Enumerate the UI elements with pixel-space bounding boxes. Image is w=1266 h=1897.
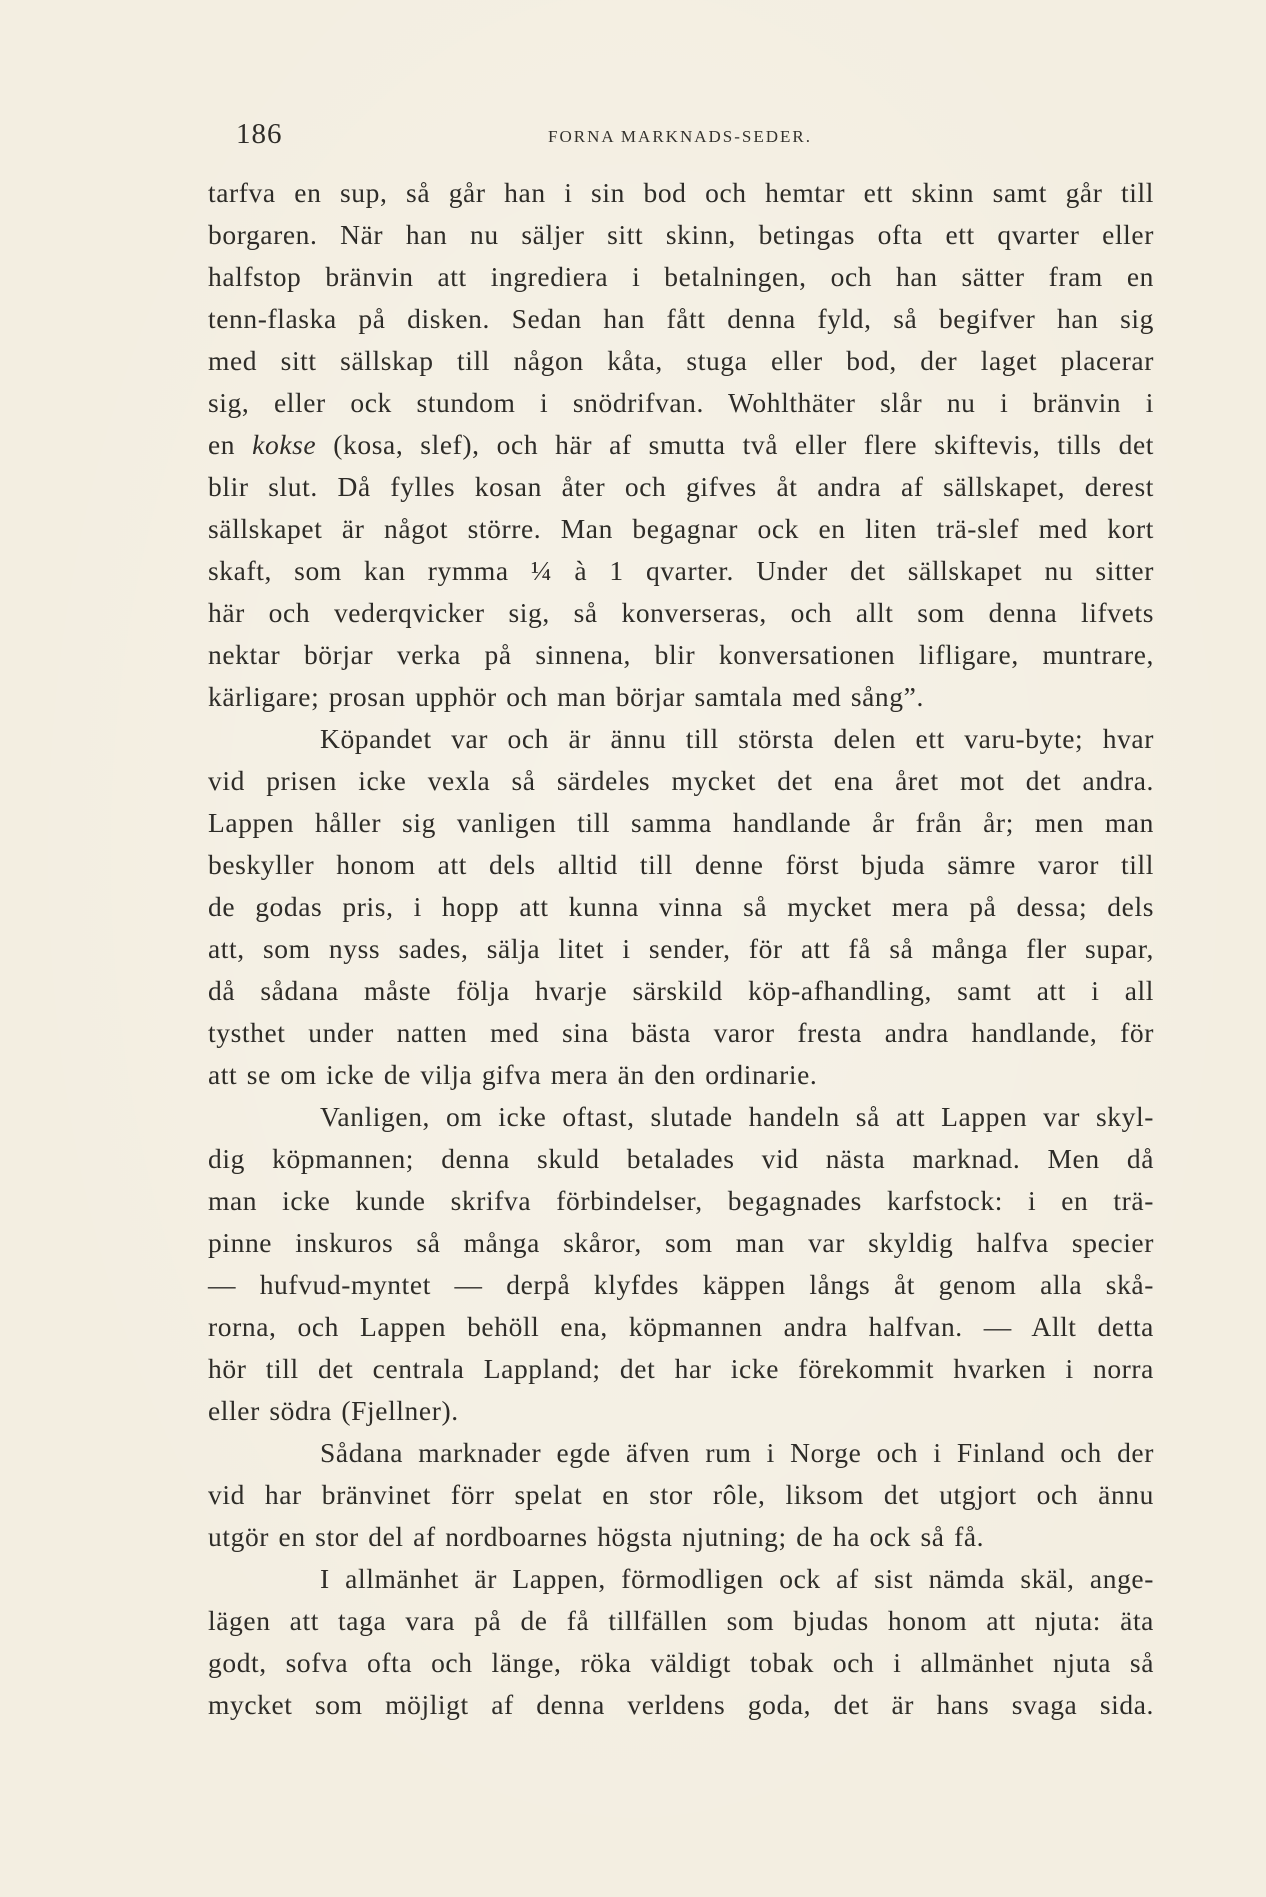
- text-line: tysthet under natten med sina bästa varor fresta andra handlande, för: [208, 1017, 1154, 1048]
- italic-term: kokse: [252, 429, 317, 460]
- text-line: pinne inskuros så många skåror, som man var skyldig halfva specier: [208, 1227, 1154, 1258]
- text-line: mycket som möjligt af denna verldens goda, det är hans svaga sida.: [208, 1689, 1154, 1720]
- text-line: lägen att taga vara på de få tillfällen som bjudas honom att njuta: äta: [208, 1605, 1154, 1636]
- text-line: I allmänhet är Lappen, förmodligen ock af sist nämda skäl, ange-: [320, 1563, 1154, 1594]
- text-line: vid har bränvinet förr spelat en stor rôle, liksom det utgjort och ännu: [208, 1479, 1154, 1510]
- text-line: skaft, som kan rymma ¼ à 1 qvarter. Under det sällskapet nu sitter: [208, 555, 1154, 586]
- text-line: beskyller honom att dels alltid till denne först bjuda sämre varor till: [208, 849, 1154, 880]
- text-line: dig köpmannen; denna skuld betalades vid nästa marknad. Men då: [208, 1143, 1154, 1174]
- text-line: Köpandet var och är ännu till största delen ett varu-byte; hvar: [320, 723, 1154, 754]
- text-line: blir slut. Då fylles kosan åter och gifves åt andra af sällskapet, derest: [208, 471, 1154, 502]
- text-line: halfstop bränvin att ingrediera i betalningen, och han sätter fram en: [208, 261, 1154, 292]
- text-line: tarfva en sup, så går han i sin bod och hemtar ett skinn samt går till: [208, 177, 1154, 208]
- text-line: Vanligen, om icke oftast, slutade handeln så att Lappen var skyl-: [320, 1101, 1154, 1132]
- text-line: hör till det centrala Lappland; det har icke förekommit hvarken i norra: [208, 1353, 1154, 1384]
- text-line: — hufvud-myntet — derpå klyfdes käppen långs åt genom alla skå-: [208, 1269, 1154, 1300]
- text-line: med sitt sällskap till någon kåta, stuga eller bod, der laget placerar: [208, 345, 1154, 376]
- text-line: man icke kunde skrifva förbindelser, begagnades karfstock: i en trä-: [208, 1185, 1154, 1216]
- text-line: Lappen håller sig vanligen till samma handlande år från år; men man: [208, 807, 1154, 838]
- text-line: kärligare; prosan upphör och man börjar samtala med sång”.: [208, 681, 924, 712]
- text-line: här och vederqvicker sig, så konverseras, och allt som denna lifvets: [208, 597, 1154, 628]
- text-line-rest: (kosa, slef), och här af smutta två eller flere skiftevis, tills det: [316, 429, 1154, 460]
- text-line: eller södra (Fjellner).: [208, 1395, 459, 1426]
- text-line: utgör en stor del af nordboarnes högsta njutning; de ha ock så få.: [208, 1521, 985, 1552]
- text-line: att se om icke de vilja gifva mera än den ordinarie.: [208, 1059, 818, 1090]
- text-line-pre: en: [208, 429, 253, 460]
- text-line: sällskapet är något större. Man begagnar ock en liten trä-slef med kort: [208, 513, 1154, 544]
- text-line: vid prisen icke vexla så särdeles mycket det ena året mot det andra.: [208, 765, 1154, 796]
- text-line: rorna, och Lappen behöll ena, köpmannen andra halfvan. — Allt detta: [208, 1311, 1154, 1342]
- text-line: tenn-flaska på disken. Sedan han fått denna fyld, så begifver han sig: [208, 303, 1154, 334]
- text-line: att, som nyss sades, sälja litet i sender, för att få så många fler supar,: [208, 933, 1154, 964]
- text-line: [208, 424, 1154, 466]
- text-line: sig, eller ock stundom i snödrifvan. Wohlthäter slår nu i bränvin i: [208, 387, 1154, 418]
- body-text: [208, 172, 1154, 1726]
- text-line: godt, sofva ofta och länge, röka väldigt tobak och i allmänhet njuta så: [208, 1647, 1154, 1678]
- running-title: FORNA MARKNADS-SEDER.: [548, 127, 812, 146]
- text-line: då sådana måste följa hvarje särskild köp-afhandling, samt att i all: [208, 975, 1154, 1006]
- text-line: borgaren. När han nu säljer sitt skinn, betingas ofta ett qvarter eller: [208, 219, 1154, 250]
- text-line: de godas pris, i hopp att kunna vinna så mycket mera på dessa; dels: [208, 891, 1154, 922]
- page-number: 186: [236, 118, 283, 150]
- text-line: nektar börjar verka på sinnena, blir konversationen lifligare, muntrare,: [208, 639, 1154, 670]
- page-header: [236, 118, 1036, 158]
- text-line: Sådana marknader egde äfven rum i Norge och i Finland och der: [320, 1437, 1154, 1468]
